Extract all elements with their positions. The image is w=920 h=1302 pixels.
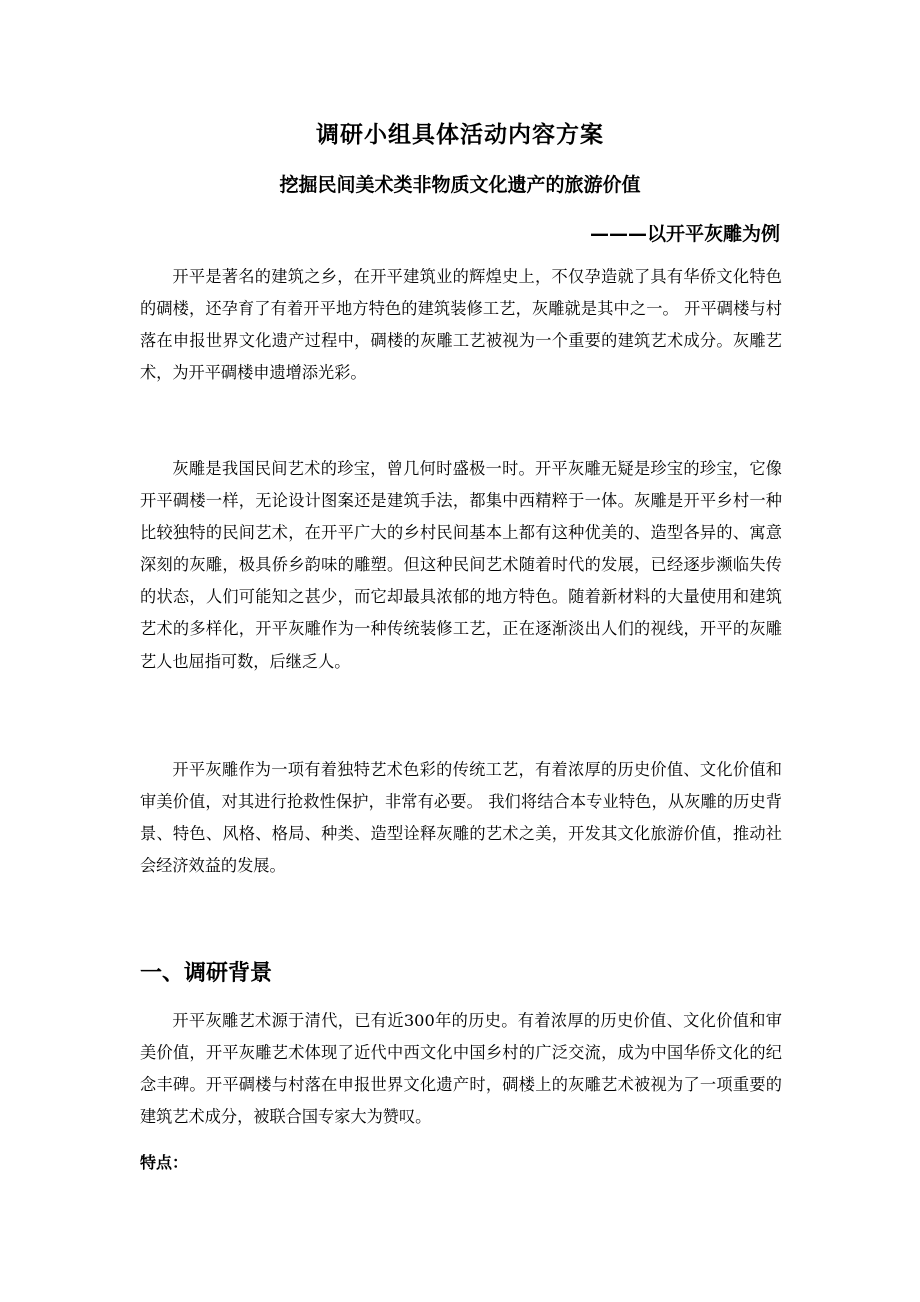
section-heading: 一、调研背景 — [140, 961, 273, 986]
section-paragraph: 开平灰雕艺术源于清代，已有近300年的历史。有着浓厚的历史价值、文化价值和审美价值，开平灰雕艺术体现了近代中西文化中国乡村的广泛交流，成为中国华侨文化的纪念丰碑。开平碉楼与村落在申报世界文化遗产时，碉楼上的灰雕艺术被视为了一项重要的建筑艺术成分，被联合国专家大为赞叹。 — [140, 1011, 782, 1127]
document-byline: ———以开平灰雕为例 — [589, 223, 780, 245]
intro-paragraph: 灰雕是我国民间艺术的珍宝，曾几何时盛极一时。开平灰雕无疑是珍宝的珍宝，它像开平碉楼一样，无论设计图案还是建筑手法，都集中西精粹于一体。灰雕是开平乡村一种比较独特的民间艺术，在开平广大的乡村民间基本上都有这种优美的、造型各异的、寓意深刻的灰雕，极具侨乡韵味的雕塑。但这种民间艺术随着时代的发展，已经逐步濒临失传的状态，人们可能知之甚少，而它却最具浓郁的地方特色。随着新材料的大量使用和建筑艺术的多样化，开平灰雕作为一种传统装修工艺，正在逐渐淡出人们的视线，开平的灰雕艺人也屈指可数，后继乏人。 — [140, 459, 782, 671]
features-label: 特点： — [140, 1153, 189, 1172]
document-subtitle: 挖掘民间美术类非物质文化遗产的旅游价值 — [279, 174, 641, 196]
intro-paragraph: 开平灰雕作为一项有着独特艺术色彩的传统工艺，有着浓厚的历史价值、文化价值和审美价值，对其进行抢救性保护，非常有必要。 我们将结合本专业特色，从灰雕的历史背景、特色、风格、格局、种类、造型诠释灰雕的艺术之美，开发其文化旅游价值，推动社会经济效益的发展。 — [140, 760, 782, 876]
intro-paragraph: 开平是著名的建筑之乡，在开平建筑业的辉煌史上，不仅孕造就了具有华侨文化特色的碉楼，还孕育了有着开平地方特色的建筑装修工艺，灰雕就是其中之一。 开平碉楼与村落在申报世界文化遗产过程中，碉楼的灰雕工艺被视为一个重要的建筑艺术成分。灰雕艺术，为开平碉楼申遗增添光彩。 — [140, 267, 782, 383]
document-title: 调研小组具体活动内容方案 — [316, 122, 604, 148]
